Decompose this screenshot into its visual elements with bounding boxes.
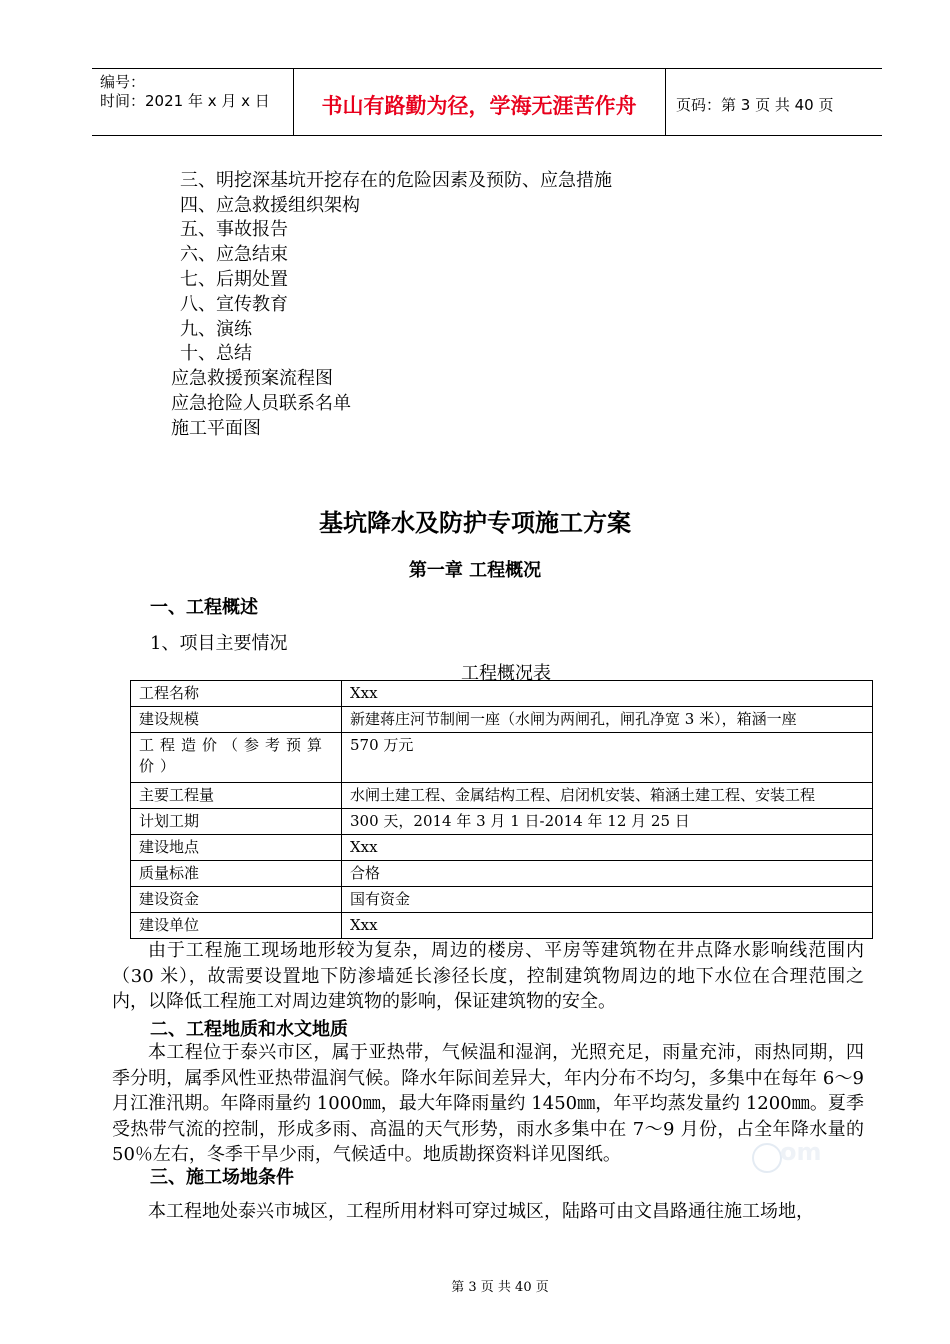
toc-item: 应急救援预案流程图 xyxy=(171,368,333,389)
toc-item: 施工平面图 xyxy=(171,418,261,439)
document-title: 基坑降水及防护专项施工方案 xyxy=(319,508,631,537)
paragraph-site: 本工程地处泰兴市城区，工程所用材料可穿过城区，陆路可由文昌路通往施工场地， xyxy=(148,1201,814,1222)
table-value-cell: 国有资金 xyxy=(342,887,873,913)
toc-item: 四、应急救援组织架构 xyxy=(180,195,360,216)
paragraph-site-conditions: 由于工程施工现场地形较为复杂，周边的楼房、平房等建筑物在井点降水影响线范围内（30 米），故需要设置地下防渗墙延长渗径长度，控制建筑物周边的地下水位在合理范围之内，以降低工程施工对周边建筑物的影响，保证建筑物的安全。 xyxy=(112,940,864,1012)
table-key-cell: 建设地点 xyxy=(131,835,342,861)
toc-item: 八、宣传教育 xyxy=(180,294,288,315)
table-caption: 工程概况表 xyxy=(461,663,551,684)
paragraph-geology: 本工程位于泰兴市区，属于亚热带，气候温和湿润，光照充足，雨量充沛，雨热同期，四季分明，属季风性亚热带温润气候。降水年际间差异大，年内分布不均匀，多集中在每年 6～9 月江淮汛期。年降雨量约 1000㎜，最大年降雨量约 1450㎜，年平均蒸发量约 1200㎜。夏季受热带气流的控制，形成多雨、高温的天气形势，雨水多集中在 7～9 月份，占全年降水量的 50％左右，冬季干旱少雨，气候适中。地质勘探资料详见图纸。 xyxy=(112,1042,864,1165)
header-top-rule xyxy=(92,68,882,69)
table-value-cell: 水闸土建工程、金属结构工程、启闭机安装、箱涵土建工程、安装工程 xyxy=(342,783,873,809)
toc-item: 五、事故报告 xyxy=(180,219,288,240)
table-row xyxy=(131,809,873,835)
header-motto: 书山有路勤为径，学海无涯苦作舟 xyxy=(321,94,637,118)
table-value-cell: Xxx xyxy=(342,835,873,861)
header-divider-right xyxy=(665,68,666,135)
table-row xyxy=(131,681,873,707)
table-value-cell: Xxx xyxy=(342,913,873,939)
table-value-cell: 300 天，2014 年 3 月 1 日-2014 年 12 月 25 日 xyxy=(342,809,873,835)
header-time-label: 时间：2021 年 x 月 x 日 xyxy=(100,92,270,110)
page-footer: 第 3 页 共 40 页 xyxy=(451,1280,549,1295)
table-key-cell: 工程名称 xyxy=(131,681,342,707)
table-key-cell: 建设规模 xyxy=(131,707,342,733)
table-key-cell: 工程造价（参考预算价） xyxy=(131,733,342,783)
toc-item: 应急抢险人员联系名单 xyxy=(171,393,351,414)
table-value-cell: 570 万元 xyxy=(342,733,873,783)
subsection-heading: 1、项目主要情况 xyxy=(150,633,288,654)
section-heading-geology: 二、工程地质和水文地质 xyxy=(150,1019,348,1040)
header-page-label: 页码：第 3 页 共 40 页 xyxy=(676,96,834,114)
table-row xyxy=(131,733,873,783)
toc-item: 九、演练 xyxy=(180,319,252,340)
watermark-text: om xyxy=(780,1138,822,1166)
table-value-cell: 新建蒋庄河节制闸一座（水闸为两闸孔，闸孔净宽 3 米），箱涵一座 xyxy=(342,707,873,733)
table-row xyxy=(131,913,873,939)
chapter-heading: 第一章 工程概况 xyxy=(408,560,542,581)
table-key-cell: 建设资金 xyxy=(131,887,342,913)
toc-item: 六、应急结束 xyxy=(180,244,288,265)
section-heading-overview: 一、工程概述 xyxy=(150,597,258,618)
table-key-cell: 计划工期 xyxy=(131,809,342,835)
table-key-cell: 建设单位 xyxy=(131,913,342,939)
toc-item: 七、后期处置 xyxy=(180,269,288,290)
header-number-label: 编号： xyxy=(100,73,146,91)
overview-table xyxy=(130,680,873,939)
table-row xyxy=(131,783,873,809)
table-key-cell: 质量标准 xyxy=(131,861,342,887)
section-heading-site: 三、施工场地条件 xyxy=(150,1167,294,1188)
header-bottom-rule xyxy=(92,135,882,136)
table-row xyxy=(131,887,873,913)
table-row xyxy=(131,861,873,887)
table-value-cell: 合格 xyxy=(342,861,873,887)
table-row xyxy=(131,835,873,861)
toc-item: 十、总结 xyxy=(180,343,252,364)
table-row xyxy=(131,707,873,733)
toc-item: 三、明挖深基坑开挖存在的危险因素及预防、应急措施 xyxy=(180,170,612,191)
table-value-cell: Xxx xyxy=(342,681,873,707)
watermark-logo-icon xyxy=(752,1143,782,1173)
table-key-cell: 主要工程量 xyxy=(131,783,342,809)
